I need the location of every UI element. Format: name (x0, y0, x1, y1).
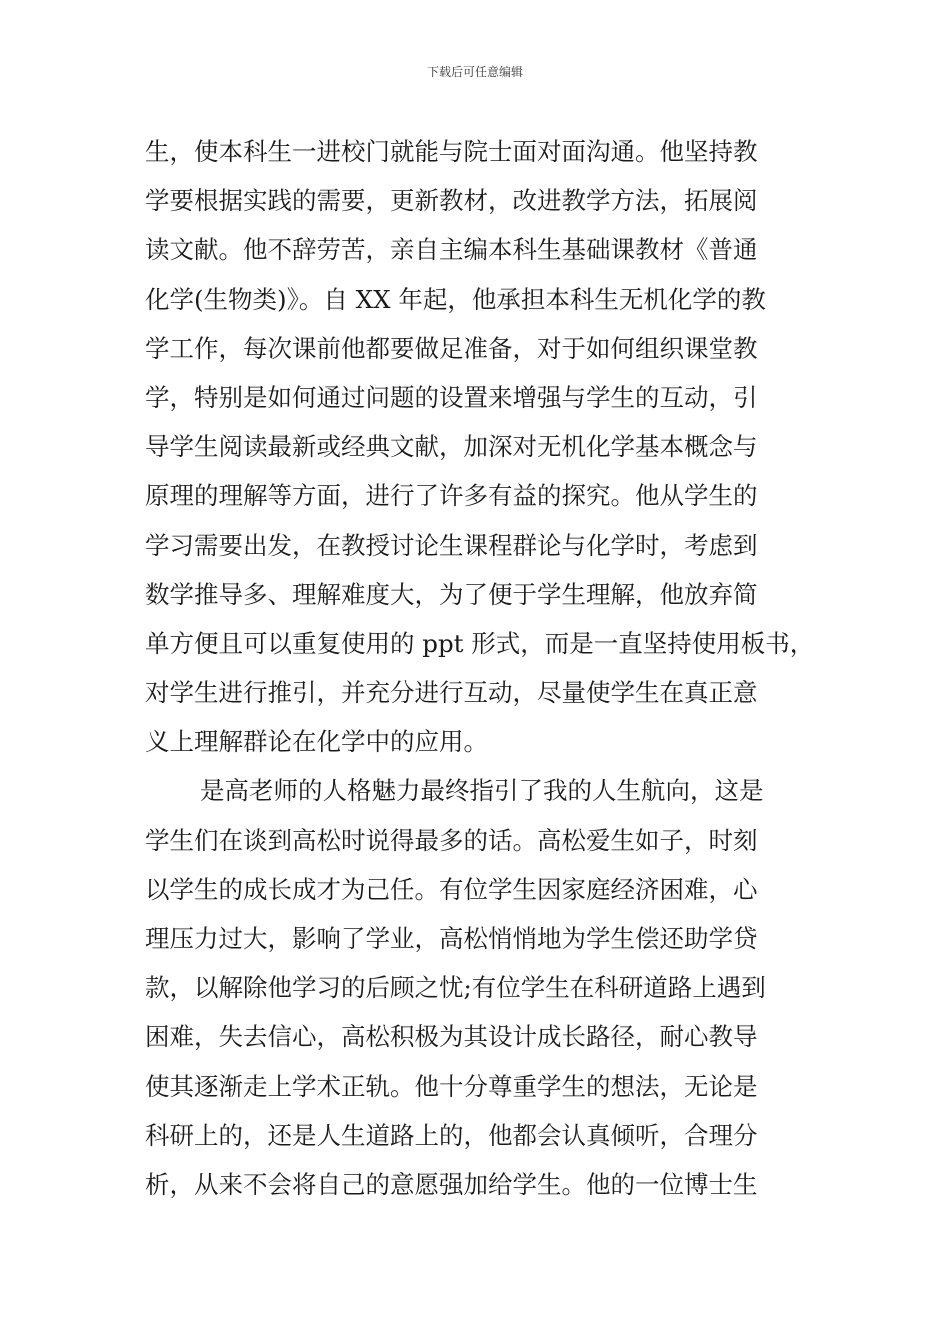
text-line: 以学生的成长成才为己任。有位学生因家庭经济困难，心 (145, 874, 758, 904)
text-line: 困难，失去信心，高松积极为其设计成长路径，耐心教导 (145, 1022, 758, 1052)
text-line: 学工作，每次课前他都要做足准备，对于如何组织课堂教 (145, 333, 758, 363)
text-line: 学要根据实践的需要，更新教材，改进教学方法，拓展阅 (145, 186, 758, 216)
text-line: 对学生进行推引，并充分进行互动，尽量使学生在真正意 (145, 678, 758, 708)
text-line: 数学推导多、理解难度大，为了便于学生理解，他放弃简 (145, 579, 758, 609)
text-line: 科研上的，还是人生道路上的，他都会认真倾听，合理分 (145, 1120, 758, 1150)
document-body (145, 127, 815, 1209)
text-line: 导学生阅读最新或经典文献，加深对无机化学基本概念与 (145, 432, 758, 462)
text-line: 原理的理解等方面，进行了许多有益的探究。他从学生的 (145, 481, 758, 511)
text-line: 义上理解群论在化学中的应用。 (145, 727, 488, 757)
text-line: 使其逐渐走上学术正轨。他十分尊重学生的想法，无论是 (145, 1071, 758, 1101)
text-line: 生，使本科生一进校门就能与院士面对面沟通。他坚持教 (145, 137, 758, 166)
page-header: 下载后可任意编辑 (426, 65, 523, 79)
text-line: 单方便且可以重复使用的 ppt 形式，而是一直坚持使用板书， (145, 628, 815, 658)
paragraph-first-line: 是高老师的人格魅力最终指引了我的人生航向，这是 (200, 776, 764, 806)
text-line: 学生们在谈到高松时说得最多的话。高松爱生如子，时刻 (145, 825, 758, 855)
text-line: 理压力过大，影响了学业，高松悄悄地为学生偿还助学贷 (145, 924, 758, 953)
text-line: 学习需要出发，在教授讨论生课程群论与化学时，考虑到 (145, 530, 758, 560)
text-line: 化学(生物类)》。自 XX 年起，他承担本科生无机化学的教 (145, 284, 766, 314)
text-line: 学，特别是如何通过问题的设置来增强与学生的互动，引 (145, 382, 758, 412)
text-line: 析，从来不会将自己的意愿强加给学生。他的一位博士生 (145, 1169, 758, 1199)
text-line: 读文献。他不辞劳苦，亲自主编本科生基础课教材《普通 (145, 235, 758, 265)
text-line: 款，以解除他学习的后顾之忧;有位学生在科研道路上遇到 (145, 973, 766, 1003)
